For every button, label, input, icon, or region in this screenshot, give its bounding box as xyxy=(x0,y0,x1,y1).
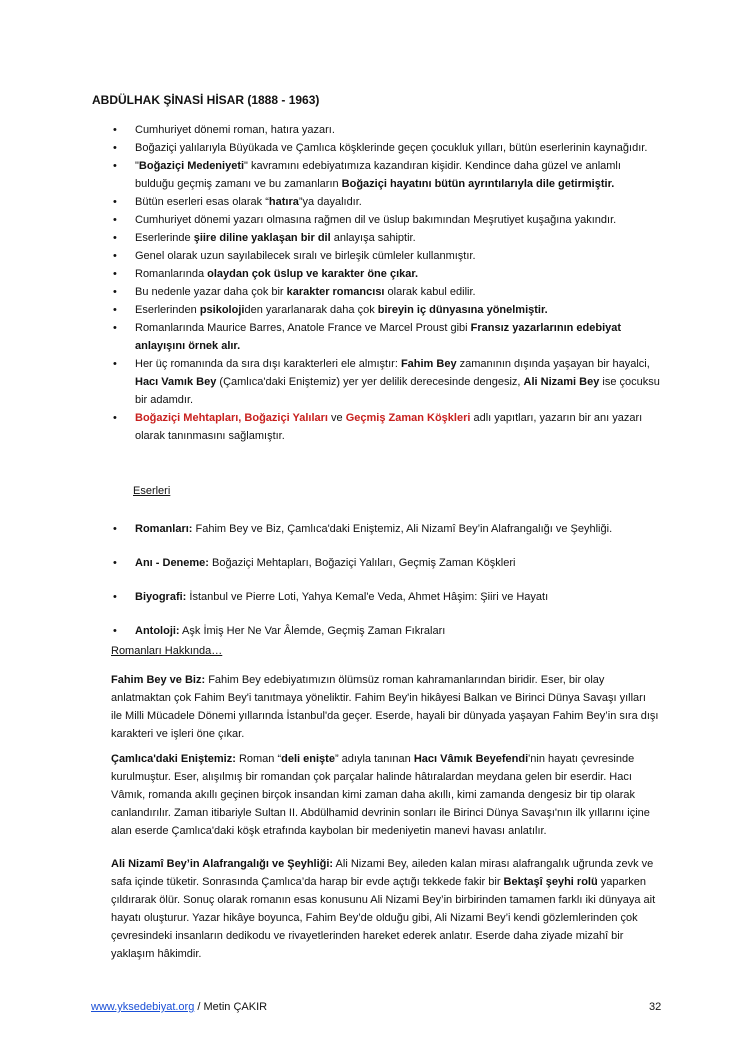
list-item xyxy=(0,157,750,193)
bullet-icon: • xyxy=(113,268,117,280)
text-run: Romanlarında xyxy=(135,268,208,280)
text-run: (Çamlıca'daki Eniştemiz) yer yer delilik derecesinde dengesiz, xyxy=(216,376,524,388)
works-item xyxy=(0,622,750,640)
works-item xyxy=(0,554,750,572)
text-run: bireyin iç dünyasına yönelmiştir. xyxy=(377,304,548,316)
list-item xyxy=(0,283,750,301)
text-run: anlayışa sahiptir. xyxy=(330,232,416,244)
bullet-icon: • xyxy=(113,160,117,172)
text-run: Fahim Bey xyxy=(400,358,457,370)
text-run: 'nin hayatı çevresinde kurulmuştur. Eser, alışılmış bir romandan çok parçalar halinde hâtıralardan meydana gelen bir eserdir. Hacı Vâmık, romanda akıllı geçinen birçok insandan kimi zaman daha akıllı, kimi zamanda dengesiz bir tip olarak canlandırılır. Zaman itibariyle Sultan II. Abdülhamid devrinin sonları ile Birinci Dünya Savaşı'nın ilk yıllarını içine alan eserde Çamlıca'daki köşk etrafında kaybolan bir medeniyetin manevi havası anlatılır. xyxy=(111,753,650,837)
paragraph-fahim-bey xyxy=(111,671,659,743)
bullet-icon: • xyxy=(113,214,117,226)
list-item xyxy=(0,229,750,247)
works-item xyxy=(0,588,750,606)
works-item xyxy=(0,520,750,538)
text-run: Eserlerinden xyxy=(135,304,200,316)
text-run: Romanları: xyxy=(135,523,193,535)
text-run: Ali Nizamî Bey’in Alafrangalığı ve Şeyhliği: xyxy=(111,858,334,870)
list-item xyxy=(0,301,750,319)
main-points-list xyxy=(0,121,750,445)
text-run: Hacı Vamık Bey xyxy=(135,376,217,388)
page-number: 32 xyxy=(649,1001,662,1013)
text-run: Antoloji: xyxy=(135,625,180,637)
list-item xyxy=(0,121,750,139)
text-run: " xyxy=(135,160,139,172)
bullet-icon: • xyxy=(113,232,117,244)
text-run: Fahim Bey ve Biz: xyxy=(111,674,206,686)
text-run: Aşk İmiş Her Ne Var Âlemde, Geçmiş Zaman Fıkraları xyxy=(179,625,446,637)
text-run: şiire diline yaklaşan bir dil xyxy=(193,232,331,244)
text-run: Eserlerinde xyxy=(135,232,194,244)
text-run: Romanlarında Maurice Barres, Anatole France ve Marcel Proust gibi xyxy=(135,322,471,334)
text-run: ve xyxy=(327,412,346,424)
text-run: psikoloji xyxy=(199,304,245,316)
text-run: Boğaziçi hayatını bütün ayrıntılarıyla dile getirmiştir. xyxy=(341,178,615,190)
text-run: Boğaziçi Mehtapları, Boğaziçi Yalıları, Geçmiş Zaman Köşkleri xyxy=(208,557,516,569)
text-run: ” adıyla tanınan xyxy=(334,753,414,765)
bullet-icon: • xyxy=(113,358,117,370)
novels-heading: Romanları Hakkında… xyxy=(111,645,223,657)
text-run: Bektaşî şeyhi rolü xyxy=(503,876,598,888)
text-run: Bütün eserleri esas olarak “ xyxy=(135,196,269,208)
paragraph-camlica-enistemiz xyxy=(111,750,659,840)
list-item xyxy=(0,265,750,283)
list-item xyxy=(0,355,750,409)
text-run: Hacı Vâmık Beyefendi xyxy=(413,753,529,765)
text-run: Fransız yazarlarının edebiyat anlayışını örnek alır. xyxy=(135,322,622,352)
text-run: Boğaziçi Medeniyeti xyxy=(138,160,245,172)
text-run: deli enişte xyxy=(281,753,335,765)
bullet-icon: • xyxy=(113,286,117,298)
text-run: Bu nedenle yazar daha çok bir xyxy=(135,286,287,298)
text-run: Fahim Bey ve Biz, Çamlıca'daki Eniştemiz, Ali Nizamî Bey’in Alafrangalığı ve Şeyhliği. xyxy=(192,523,613,535)
text-run: Boğaziçi Mehtapları, Boğaziçi Yalıları xyxy=(135,412,328,424)
bullet-icon: • xyxy=(113,142,117,154)
text-run: Biyografi: xyxy=(135,591,187,603)
list-item xyxy=(0,319,750,355)
text-run: Cumhuriyet dönemi yazarı olmasına rağmen dil ve üslup bakımından Meşrutiyet kuşağına yakındır. xyxy=(135,214,617,226)
text-run: " kavramını edebiyatımıza kazandıran kişidir. Kendince daha güzel ve anlamlı bulduğu geçmiş zamanı ve bu zamanların xyxy=(135,160,621,190)
text-run: zamanının dışında yaşayan bir hayalci, xyxy=(456,358,650,370)
footer-link[interactable]: www.yksedebiyat.org xyxy=(91,1001,195,1013)
text-run: İstanbul ve Pierre Loti, Yahya Kemal'e Veda, Ahmet Hâşim: Şiiri ve Hayatı xyxy=(186,591,549,603)
bullet-icon: • xyxy=(113,196,117,208)
text-run: Roman “ xyxy=(235,753,282,765)
bullet-icon: • xyxy=(113,412,117,424)
text-run: Her üç romanında da sıra dışı karakterleri ele almıştır: xyxy=(135,358,401,370)
text-run: Ali Nizami Bey xyxy=(523,376,600,388)
text-run: ise çocuksu bir adamdır. xyxy=(135,376,660,406)
text-run: yaparken çıldırarak ölür. Sonuç olarak romanın esas konusunu Ali Nizami Bey’in birbirinden tamamen farklı iki dünyaya ait hayatı oluşturur. Yazar hikâye boyunca, Fahim Bey’de olduğu gibi, Ali Nizami Bey’i kendi gözlemlerinden çok çevresindeki insanların dedikodu ve rivayetlerinden hareket ederek anlatır. Eserde daha ziyade mizahî bir yaklaşım hâkimdir. xyxy=(111,876,656,960)
list-item xyxy=(0,211,750,229)
text-run: den yararlanarak daha çok xyxy=(244,304,378,316)
text-run: Çamlıca'daki Eniştemiz: xyxy=(111,753,236,765)
text-run: olaydan çok üslup ve karakter öne çıkar. xyxy=(207,268,419,280)
text-run: olarak kabul edilir. xyxy=(384,286,476,298)
paragraph-ali-nizami-bey xyxy=(111,855,659,963)
text-run: Anı - Deneme: xyxy=(135,557,209,569)
bullet-icon: • xyxy=(113,557,117,569)
text-run: adlı yapıtları, yazarın bir anı yazarı olarak tanınmasını sağlamıştır. xyxy=(135,412,643,442)
text-run: Fahim Bey edebiyatımızın ölümsüz roman kahramanlarından biridir. Eser, bir olay anlatmaktan çok Fahim Bey'i tanıtmaya yöneliktir. Fahim Bey'in hikâyesi Balkan ve Birinci Dünya Savaşı yılları ile Milli Mücadele Dönemi yıllarında İstanbul'da geçer. Eserde, hayali bir dünyada yaşayan Fahim Bey’in sıra dışı karakteri ve işleri öne çıkar. xyxy=(111,674,659,740)
text-run: Boğaziçi yalılarıyla Büyükada ve Çamlıca köşklerinde geçen çocukluk yılları, bütün eserlerinin kaynağıdır. xyxy=(135,142,648,154)
bullet-icon: • xyxy=(113,322,117,334)
text-run: Ali Nizami Bey, aileden kalan mirası alafrangalık uğrunda zevk ve safa içinde tüketir. Sonrasında Çamlıca’da harap bir evde açtığı tekkede fakir bir xyxy=(111,858,654,888)
list-item xyxy=(0,409,750,445)
list-item xyxy=(0,247,750,265)
list-item xyxy=(0,139,750,157)
bullet-icon: • xyxy=(113,304,117,316)
text-run: Geçmiş Zaman Köşkleri xyxy=(345,412,471,424)
works-heading: Eserleri xyxy=(133,485,171,497)
bullet-icon: • xyxy=(113,250,117,262)
text-run: Cumhuriyet dönemi roman, hatıra yazarı. xyxy=(135,124,335,136)
page-title: ABDÜLHAK ŞİNASİ HİSAR (1888 - 1963) xyxy=(92,93,320,107)
bullet-icon: • xyxy=(113,625,117,637)
text-run: karakter romancısı xyxy=(286,286,385,298)
text-run: ”ya dayalıdır. xyxy=(298,196,362,208)
bullet-icon: • xyxy=(113,523,117,535)
list-item xyxy=(0,193,750,211)
text-run: hatıra xyxy=(268,196,299,208)
footer xyxy=(91,1001,267,1013)
bullet-icon: • xyxy=(113,124,117,136)
works-list xyxy=(0,520,750,656)
footer-author: / Metin ÇAKIR xyxy=(194,1001,268,1013)
text-run: Genel olarak uzun sayılabilecek sıralı ve birleşik cümleler kullanmıştır. xyxy=(135,250,476,262)
bullet-icon: • xyxy=(113,591,117,603)
